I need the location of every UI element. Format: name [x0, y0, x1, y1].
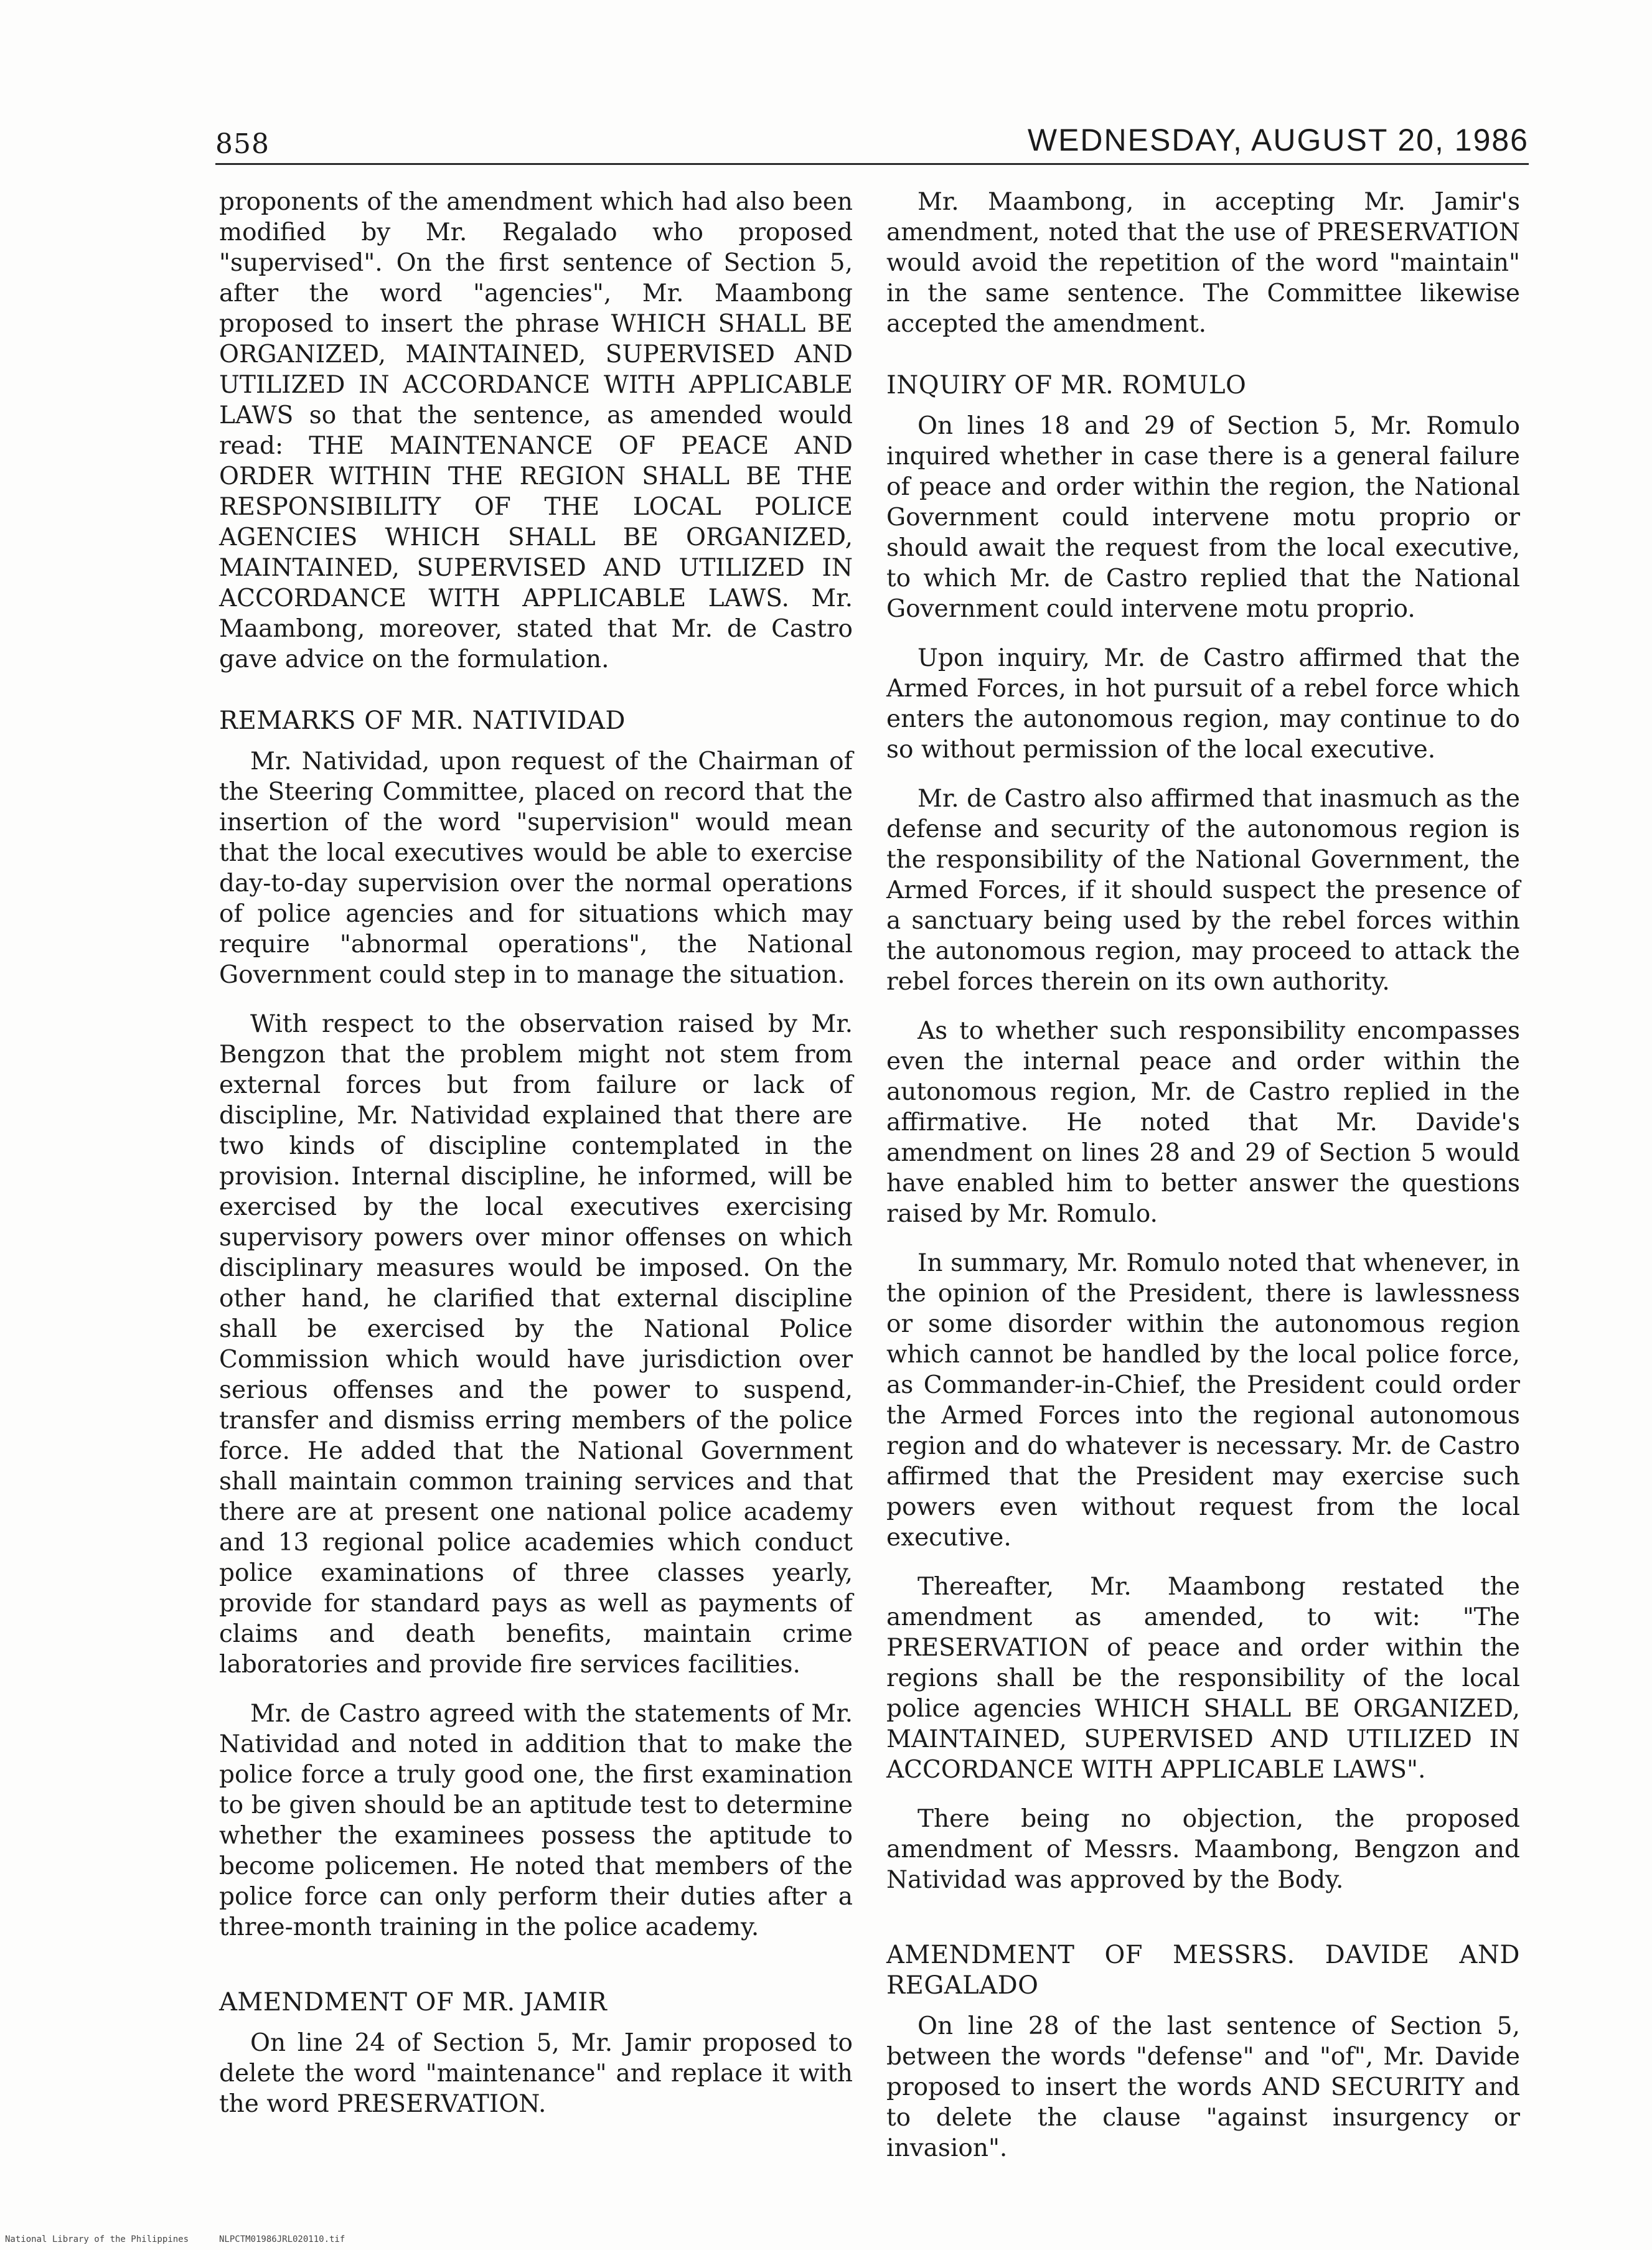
paragraph: In summary, Mr. Romulo noted that whenever, in the opinion of the President, there is lawlessness or some disorder within the autonomous region which cannot be handled by the local police force, as Commander-in-Chief, the President could order the Armed Forces into the regional autonomous region and do whatever is necessary. Mr. de Castro affirmed that the President may exercise such powers even without request from the local executive.	[886, 1249, 1520, 1552]
paragraph: proponents of the amendment which had also been modified by Mr. Regalado who proposed "supervised". On the first sentence of Section 5, after the word "agencies", Mr. Maambong proposed to insert the phrase WHICH SHALL BE ORGANIZED, MAINTAINED, SUPERVISED AND UTILIZED IN ACCORDANCE WITH APPLICABLE LAWS so that the sentence, as amended would read: THE MAINTENANCE OF PEACE AND ORDER WITHIN THE REGION SHALL BE THE RESPONSIBILITY OF THE LOCAL POLICE AGENCIES WHICH SHALL BE ORGANIZED, MAINTAINED, SUPERVISED AND UTILIZED IN ACCORDANCE WITH APPLICABLE LAWS. Mr. Maambong, moreover, stated that Mr. de Castro gave advice on the formulation.	[219, 188, 853, 673]
left-column	[219, 187, 853, 2138]
footer-library-name: National Library of the Philippines	[5, 2234, 189, 2244]
section-heading: REMARKS OF MR. NATIVIDAD	[219, 706, 626, 735]
right-column	[886, 187, 1520, 2182]
section-heading: INQUIRY OF MR. ROMULO	[886, 371, 1247, 400]
header-rule	[215, 163, 1529, 165]
running-head-date: WEDNESDAY, AUGUST 20, 1986	[1027, 123, 1529, 157]
paragraph: Mr. de Castro agreed with the statements of Mr. Natividad and noted in addition that to make the police force a truly good one, the first examination to be given should be an aptitude test to determine whether the examinees possess the aptitude to become policemen. He noted that members of the police force can only perform their duties after a three-month training in the police academy.	[219, 1700, 853, 1941]
paragraph: With respect to the observation raised by Mr. Bengzon that the problem might not stem from external forces but from failure or lack of discipline, Mr. Natividad explained that there are two kinds of discipline contemplated in the provision. Internal discipline, he informed, will be exercised by the local executives exercising supervisory powers over minor offenses on which disciplinary measures would be imposed. On the other hand, he clarified that external discipline shall be exercised by the National Police Commission which would have jurisdiction over serious offenses and the power to suspend, transfer and dismiss erring members of the police force. He added that the National Government shall maintain common training services and that there are at present one national police academy and 13 regional police academies which conduct police examinations of three classes yearly, provide for standard pays as well as payments of claims and death benefits, maintain crime laboratories and provide fire services facilities.	[219, 1010, 853, 1679]
paragraph: As to whether such responsibility encompasses even the internal peace and order within the autonomous region, Mr. de Castro replied in the affirmative. He noted that Mr. Davide's amendment on lines 28 and 29 of Section 5 would have enabled him to better answer the questions raised by Mr. Romulo.	[886, 1017, 1520, 1228]
paragraph: Mr. de Castro also affirmed that inasmuch as the defense and security of the autonomous region is the responsibility of the National Government, the Armed Forces, if it should suspect the presence of a sanctuary being used by the rebel forces within the autonomous region, may proceed to attack the rebel forces therein on its own authority.	[886, 785, 1520, 996]
paragraph: Upon inquiry, Mr. de Castro affirmed that the Armed Forces, in hot pursuit of a rebel force which enters the autonomous region, may continue to do so without permission of the local executive.	[886, 644, 1520, 764]
footer-file-id: NLPCTM01986JRL020110.tif	[219, 2234, 345, 2244]
paragraph: On line 24 of Section 5, Mr. Jamir proposed to delete the word "maintenance" and replace it with the word PRESERVATION.	[219, 2029, 853, 2118]
paragraph: There being no objection, the proposed amendment of Messrs. Maambong, Bengzon and Natividad was approved by the Body.	[886, 1805, 1520, 1894]
section-heading: AMENDMENT OF MR. JAMIR	[219, 1988, 608, 2017]
paragraph: Mr. Maambong, in accepting Mr. Jamir's amendment, noted that the use of PRESERVATION would avoid the repetition of the word "maintain" in the same sentence. The Committee likewise accepted the amendment.	[886, 188, 1520, 338]
paragraph: On lines 18 and 29 of Section 5, Mr. Romulo inquired whether in case there is a general failure of peace and order within the region, the National Government could intervene motu proprio or should await the request from the local executive, to which Mr. de Castro replied that the National Government could intervene motu proprio.	[886, 412, 1520, 623]
paragraph: Thereafter, Mr. Maambong restated the amendment as amended, to wit: "The PRESERVATION of peace and order within the regions shall be the responsibility of the local police agencies WHICH SHALL BE ORGANIZED, MAINTAINED, SUPERVISED AND UTILIZED IN ACCORDANCE WITH APPLICABLE LAWS".	[886, 1573, 1520, 1784]
page-number: 858	[215, 128, 270, 160]
paragraph: On line 28 of the last sentence of Section 5, between the words "defense" and "of", Mr. Davide proposed to insert the words AND SECURITY and to delete the clause "against insurgency or invasion".	[886, 2012, 1520, 2162]
section-heading: AMENDMENT OF MESSRS. DAVIDE AND REGALADO	[886, 1941, 1520, 2000]
paragraph: Mr. Natividad, upon request of the Chairman of the Steering Committee, placed on record that the insertion of the word "supervision" would mean that the local executives would be able to exercise day-to-day supervision over the normal operations of police agencies and for situations which may require "abnormal operations", the National Government could step in to manage the situation.	[219, 748, 853, 989]
